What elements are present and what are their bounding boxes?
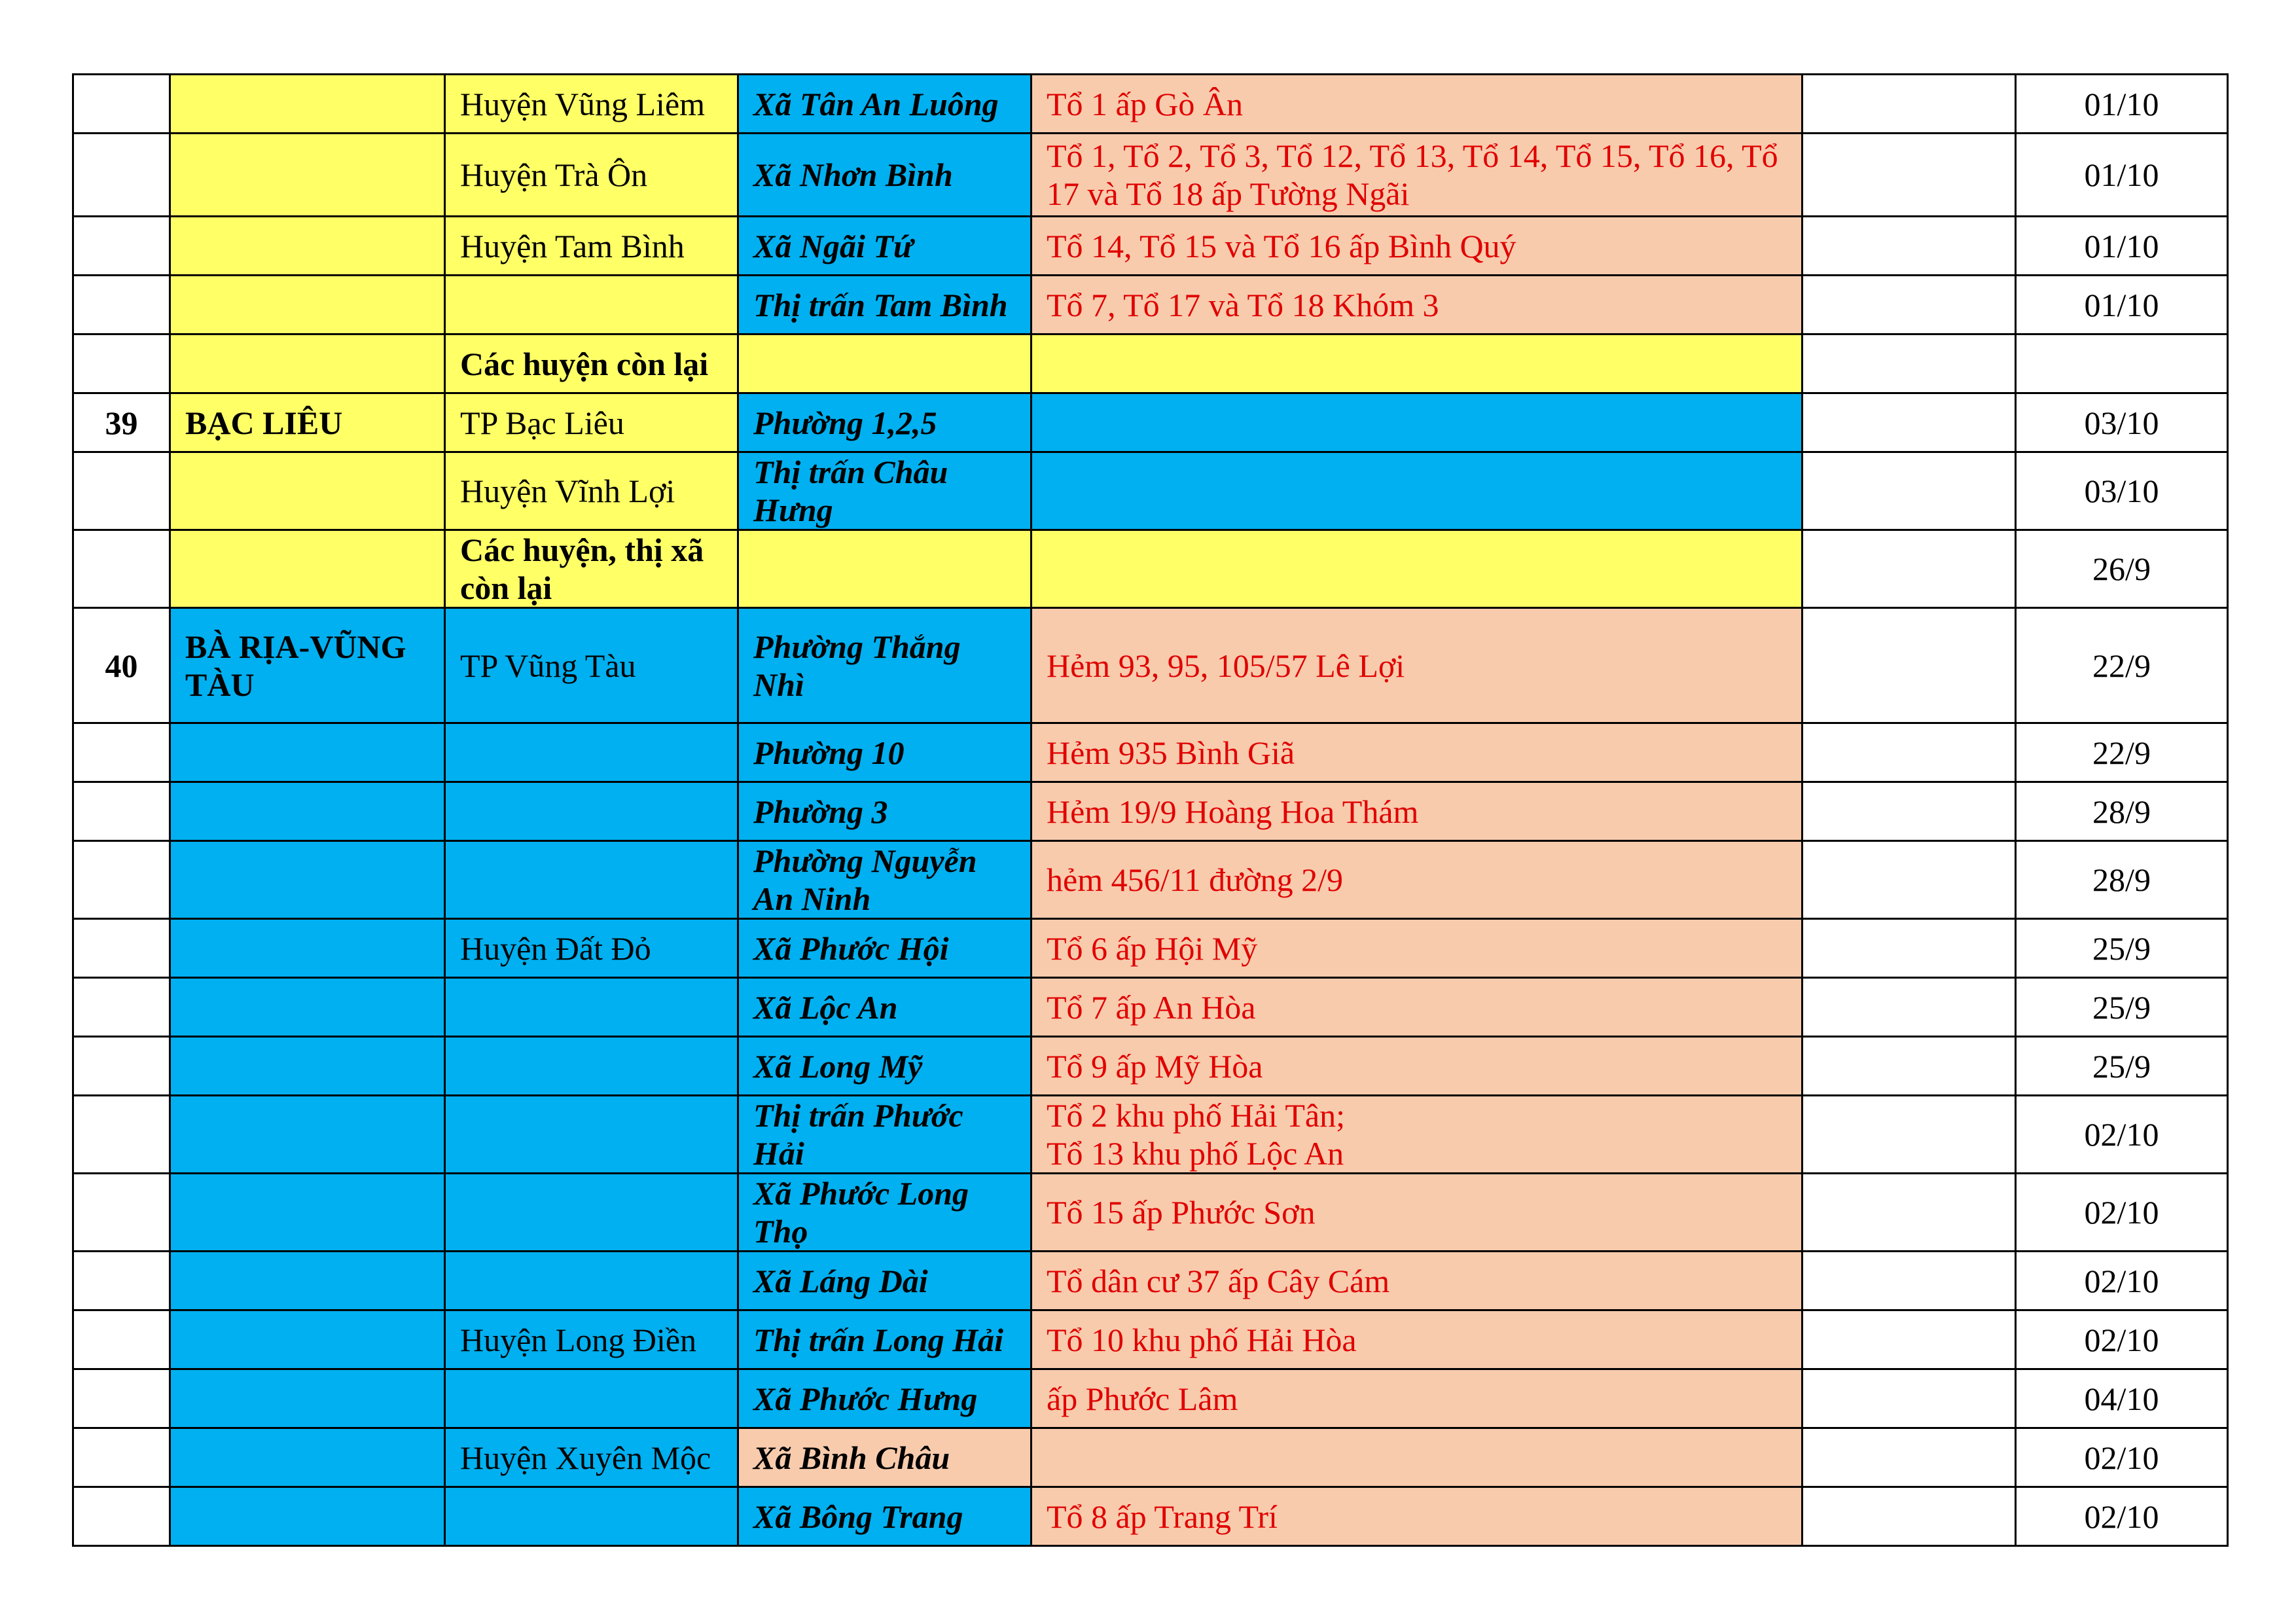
date-cell: 25/9 bbox=[2016, 1037, 2228, 1096]
commune-cell: Thị trấn Châu Hưng bbox=[738, 452, 1031, 530]
table-row bbox=[73, 1174, 2228, 1252]
stt-cell bbox=[73, 919, 170, 978]
district-cell bbox=[445, 1369, 738, 1428]
stt-cell bbox=[73, 1310, 170, 1369]
district-cell bbox=[445, 841, 738, 919]
district-cell: Các huyện còn lại bbox=[445, 334, 738, 393]
commune-cell bbox=[738, 530, 1031, 608]
area-cell: Tổ 9 ấp Mỹ Hòa bbox=[1031, 1037, 1803, 1096]
area-cell: ấp Phước Lâm bbox=[1031, 1369, 1803, 1428]
commune-cell: Thị trấn Phước Hải bbox=[738, 1096, 1031, 1174]
date-cell: 22/9 bbox=[2016, 723, 2228, 782]
note-cell bbox=[1803, 608, 2016, 723]
commune-cell: Xã Tân An Luông bbox=[738, 75, 1031, 134]
table-row bbox=[73, 530, 2228, 608]
note-cell bbox=[1803, 393, 2016, 452]
date-cell: 01/10 bbox=[2016, 134, 2228, 217]
stt-cell bbox=[73, 1174, 170, 1252]
date-cell: 04/10 bbox=[2016, 1369, 2228, 1428]
date-cell: 25/9 bbox=[2016, 919, 2228, 978]
date-cell: 03/10 bbox=[2016, 452, 2228, 530]
commune-cell: Xã Lộc An bbox=[738, 978, 1031, 1037]
table-row bbox=[73, 1096, 2228, 1174]
area-cell: Tổ 2 khu phố Hải Tân; Tổ 13 khu phố Lộc An bbox=[1031, 1096, 1803, 1174]
table-row bbox=[73, 1487, 2228, 1546]
note-cell bbox=[1803, 978, 2016, 1037]
province-cell bbox=[170, 1487, 445, 1546]
district-cell: TP Vũng Tàu bbox=[445, 608, 738, 723]
district-cell bbox=[445, 1096, 738, 1174]
province-cell bbox=[170, 978, 445, 1037]
province-cell bbox=[170, 841, 445, 919]
date-cell: 02/10 bbox=[2016, 1428, 2228, 1487]
note-cell bbox=[1803, 841, 2016, 919]
note-cell bbox=[1803, 1252, 2016, 1310]
province-cell bbox=[170, 134, 445, 217]
date-cell: 28/9 bbox=[2016, 841, 2228, 919]
date-cell: 28/9 bbox=[2016, 782, 2228, 841]
table-row bbox=[73, 75, 2228, 134]
commune-cell: Xã Bình Châu bbox=[738, 1428, 1031, 1487]
area-cell: Hẻm 19/9 Hoàng Hoa Thám bbox=[1031, 782, 1803, 841]
district-cell: Huyện Trà Ôn bbox=[445, 134, 738, 217]
stt-cell bbox=[73, 134, 170, 217]
date-cell: 01/10 bbox=[2016, 217, 2228, 276]
table-row bbox=[73, 978, 2228, 1037]
note-cell bbox=[1803, 1174, 2016, 1252]
stt-cell: 40 bbox=[73, 608, 170, 723]
stt-cell bbox=[73, 217, 170, 276]
note-cell bbox=[1803, 75, 2016, 134]
commune-cell: Xã Ngãi Tứ bbox=[738, 217, 1031, 276]
area-cell bbox=[1031, 393, 1803, 452]
province-cell bbox=[170, 452, 445, 530]
district-cell: Huyện Long Điền bbox=[445, 1310, 738, 1369]
district-cell bbox=[445, 1174, 738, 1252]
table-row bbox=[73, 723, 2228, 782]
commune-cell: Phường Nguyễn An Ninh bbox=[738, 841, 1031, 919]
area-cell: Tổ 10 khu phố Hải Hòa bbox=[1031, 1310, 1803, 1369]
date-cell: 02/10 bbox=[2016, 1096, 2228, 1174]
table-row bbox=[73, 1037, 2228, 1096]
note-cell bbox=[1803, 782, 2016, 841]
district-cell: Các huyện, thị xã còn lại bbox=[445, 530, 738, 608]
district-cell: Huyện Tam Bình bbox=[445, 217, 738, 276]
province-cell bbox=[170, 919, 445, 978]
table-row bbox=[73, 841, 2228, 919]
stt-cell bbox=[73, 75, 170, 134]
note-cell bbox=[1803, 530, 2016, 608]
commune-cell: Xã Nhơn Bình bbox=[738, 134, 1031, 217]
table-row bbox=[73, 134, 2228, 217]
note-cell bbox=[1803, 1428, 2016, 1487]
area-cell: Tổ 15 ấp Phước Sơn bbox=[1031, 1174, 1803, 1252]
note-cell bbox=[1803, 1369, 2016, 1428]
commune-cell: Xã Phước Hưng bbox=[738, 1369, 1031, 1428]
stt-cell bbox=[73, 1428, 170, 1487]
commune-cell bbox=[738, 334, 1031, 393]
table-row bbox=[73, 1252, 2228, 1310]
commune-cell: Phường 1,2,5 bbox=[738, 393, 1031, 452]
district-cell bbox=[445, 1487, 738, 1546]
district-cell: Huyện Xuyên Mộc bbox=[445, 1428, 738, 1487]
commune-cell: Thị trấn Long Hải bbox=[738, 1310, 1031, 1369]
province-cell bbox=[170, 1037, 445, 1096]
commune-cell: Thị trấn Tam Bình bbox=[738, 276, 1031, 334]
stt-cell bbox=[73, 1487, 170, 1546]
table-row bbox=[73, 276, 2228, 334]
province-cell bbox=[170, 1428, 445, 1487]
stt-cell bbox=[73, 1252, 170, 1310]
district-cell: Huyện Vũng Liêm bbox=[445, 75, 738, 134]
province-cell bbox=[170, 276, 445, 334]
province-cell bbox=[170, 1252, 445, 1310]
district-cell bbox=[445, 978, 738, 1037]
date-cell: 02/10 bbox=[2016, 1252, 2228, 1310]
stt-cell bbox=[73, 276, 170, 334]
province-cell bbox=[170, 1174, 445, 1252]
area-cell: Tổ 1, Tổ 2, Tổ 3, Tổ 12, Tổ 13, Tổ 14, Tổ 15, Tổ 16, Tổ 17 và Tổ 18 ấp Tường Ngãi bbox=[1031, 134, 1803, 217]
province-cell bbox=[170, 782, 445, 841]
table-row bbox=[73, 393, 2228, 452]
area-cell: Tổ 1 ấp Gò Ân bbox=[1031, 75, 1803, 134]
date-cell: 01/10 bbox=[2016, 75, 2228, 134]
date-cell: 22/9 bbox=[2016, 608, 2228, 723]
stt-cell: 39 bbox=[73, 393, 170, 452]
province-cell bbox=[170, 334, 445, 393]
table-row bbox=[73, 334, 2228, 393]
area-cell: hẻm 456/11 đường 2/9 bbox=[1031, 841, 1803, 919]
commune-cell: Xã Long Mỹ bbox=[738, 1037, 1031, 1096]
area-cell: Tổ dân cư 37 ấp Cây Cám bbox=[1031, 1252, 1803, 1310]
stt-cell bbox=[73, 530, 170, 608]
stt-cell bbox=[73, 1369, 170, 1428]
note-cell bbox=[1803, 919, 2016, 978]
table-row bbox=[73, 1428, 2228, 1487]
province-cell bbox=[170, 217, 445, 276]
district-cell bbox=[445, 1037, 738, 1096]
note-cell bbox=[1803, 1037, 2016, 1096]
date-cell: 03/10 bbox=[2016, 393, 2228, 452]
province-cell bbox=[170, 530, 445, 608]
area-cell bbox=[1031, 452, 1803, 530]
area-cell bbox=[1031, 1428, 1803, 1487]
area-cell bbox=[1031, 530, 1803, 608]
district-cell: Huyện Đất Đỏ bbox=[445, 919, 738, 978]
stt-cell bbox=[73, 1096, 170, 1174]
province-cell: BÀ RỊA-VŨNG TÀU bbox=[170, 608, 445, 723]
area-cell: Tổ 6 ấp Hội Mỹ bbox=[1031, 919, 1803, 978]
note-cell bbox=[1803, 334, 2016, 393]
stt-cell bbox=[73, 452, 170, 530]
table-row bbox=[73, 1369, 2228, 1428]
district-cell bbox=[445, 1252, 738, 1310]
note-cell bbox=[1803, 217, 2016, 276]
commune-cell: Xã Phước Long Thọ bbox=[738, 1174, 1031, 1252]
province-cell bbox=[170, 1096, 445, 1174]
commune-cell: Xã Láng Dài bbox=[738, 1252, 1031, 1310]
province-cell bbox=[170, 75, 445, 134]
note-cell bbox=[1803, 134, 2016, 217]
commune-cell: Phường 10 bbox=[738, 723, 1031, 782]
area-cell: Hẻm 935 Bình Giã bbox=[1031, 723, 1803, 782]
province-cell bbox=[170, 1310, 445, 1369]
province-cell bbox=[170, 723, 445, 782]
table-row bbox=[73, 782, 2228, 841]
note-cell bbox=[1803, 1310, 2016, 1369]
date-cell: 02/10 bbox=[2016, 1310, 2228, 1369]
table-row bbox=[73, 452, 2228, 530]
stt-cell bbox=[73, 841, 170, 919]
province-cell bbox=[170, 1369, 445, 1428]
date-cell: 02/10 bbox=[2016, 1487, 2228, 1546]
district-cell bbox=[445, 723, 738, 782]
note-cell bbox=[1803, 723, 2016, 782]
note-cell bbox=[1803, 1487, 2016, 1546]
area-cell: Tổ 14, Tổ 15 và Tổ 16 ấp Bình Quý bbox=[1031, 217, 1803, 276]
table-row bbox=[73, 1310, 2228, 1369]
district-cell bbox=[445, 276, 738, 334]
district-cell: TP Bạc Liêu bbox=[445, 393, 738, 452]
table-row bbox=[73, 919, 2228, 978]
date-cell: 26/9 bbox=[2016, 530, 2228, 608]
table-row bbox=[73, 217, 2228, 276]
note-cell bbox=[1803, 452, 2016, 530]
stt-cell bbox=[73, 782, 170, 841]
province-cell: BẠC LIÊU bbox=[170, 393, 445, 452]
date-cell: 01/10 bbox=[2016, 276, 2228, 334]
area-cell: Hẻm 93, 95, 105/57 Lê Lợi bbox=[1031, 608, 1803, 723]
stt-cell bbox=[73, 1037, 170, 1096]
table-row bbox=[73, 608, 2228, 723]
date-cell: 02/10 bbox=[2016, 1174, 2228, 1252]
area-cell bbox=[1031, 334, 1803, 393]
district-cell bbox=[445, 782, 738, 841]
date-cell: 25/9 bbox=[2016, 978, 2228, 1037]
area-cell: Tổ 8 ấp Trang Trí bbox=[1031, 1487, 1803, 1546]
note-cell bbox=[1803, 1096, 2016, 1174]
data-table bbox=[72, 73, 2229, 1547]
note-cell bbox=[1803, 276, 2016, 334]
stt-cell bbox=[73, 334, 170, 393]
area-cell: Tổ 7 ấp An Hòa bbox=[1031, 978, 1803, 1037]
stt-cell bbox=[73, 978, 170, 1037]
commune-cell: Phường 3 bbox=[738, 782, 1031, 841]
commune-cell: Phường Thắng Nhì bbox=[738, 608, 1031, 723]
commune-cell: Xã Phước Hội bbox=[738, 919, 1031, 978]
area-cell: Tổ 7, Tổ 17 và Tổ 18 Khóm 3 bbox=[1031, 276, 1803, 334]
stt-cell bbox=[73, 723, 170, 782]
district-cell: Huyện Vĩnh Lợi bbox=[445, 452, 738, 530]
commune-cell: Xã Bông Trang bbox=[738, 1487, 1031, 1546]
date-cell bbox=[2016, 334, 2228, 393]
